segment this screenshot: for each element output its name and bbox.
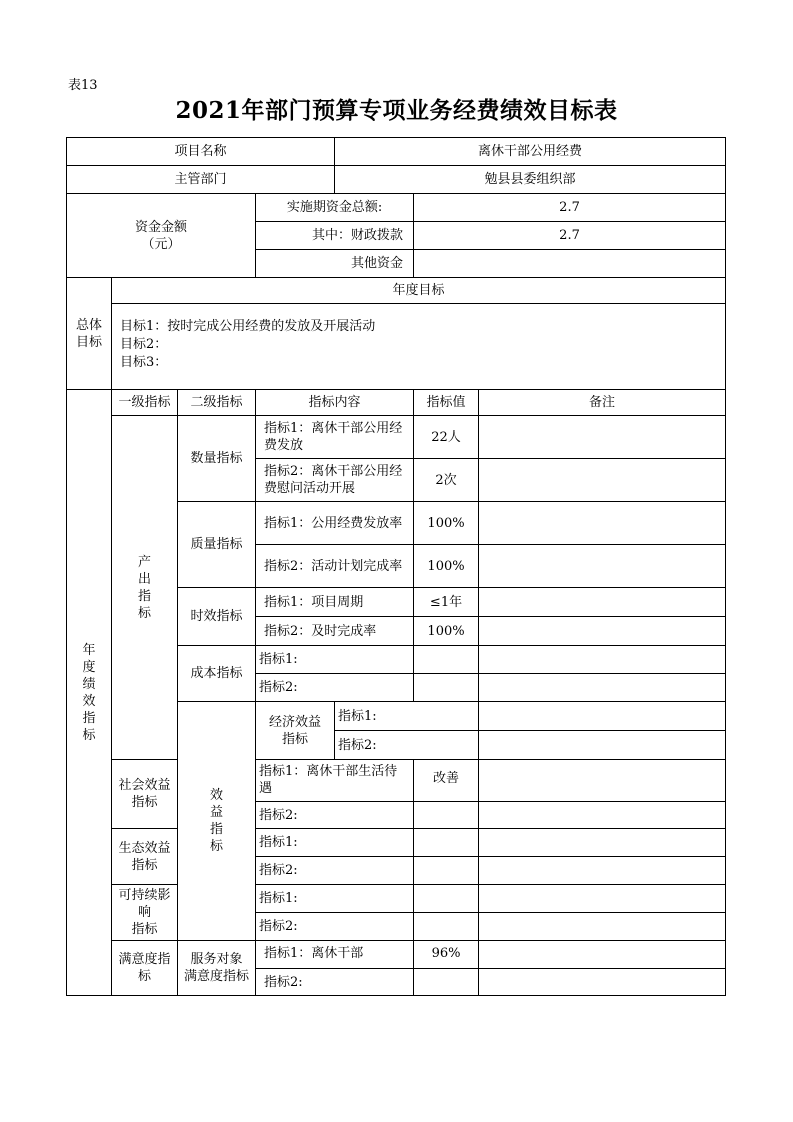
sustainable-value-2 — [414, 913, 479, 941]
quantity-value-1: 22人 — [414, 416, 479, 459]
funds-label — [67, 194, 256, 278]
quantity-note-1 — [479, 416, 726, 459]
header-level1: 一级指标 — [112, 390, 178, 416]
quality-note-1 — [479, 502, 726, 545]
funds-other-label: 其他资金 — [256, 250, 414, 278]
overall-goal-label — [67, 278, 112, 390]
cost-note-1 — [479, 646, 726, 674]
ecological-value-2 — [414, 857, 479, 885]
satisfaction-item-2: 指标2: — [256, 969, 414, 996]
quality-indicator-label: 质量指标 — [178, 502, 256, 588]
annual-performance-label: 年 度 绩 效 指 标 — [67, 390, 112, 996]
table-row — [67, 885, 726, 913]
economic-item-2: 指标2: — [335, 731, 479, 760]
satisfaction-item-1: 指标1：离休干部 — [256, 941, 414, 969]
header-note: 备注 — [479, 390, 726, 416]
overall-goal-label-2: 目标 — [75, 334, 102, 350]
quantity-item-2: 指标2：离休干部公用经费慰问活动开展 — [256, 459, 414, 502]
goal-2: 目标2： — [120, 337, 168, 352]
ecological-item-2: 指标2: — [256, 857, 414, 885]
funds-unit: （元） — [141, 236, 181, 252]
service-satisfaction-label: 服务对象 满意度指标 — [178, 941, 256, 996]
header-value: 指标值 — [414, 390, 479, 416]
overall-goals-row — [67, 304, 726, 390]
table-row — [67, 941, 726, 969]
department-label: 主管部门 — [67, 166, 335, 194]
cost-item-2: 指标2: — [256, 674, 414, 702]
satisfaction-indicator-label: 满意度指 标 — [112, 941, 178, 996]
quantity-value-2: 2次 — [414, 459, 479, 502]
benefit-indicator-label: 效 益 指 标 — [178, 702, 256, 941]
satisfaction-note-2 — [479, 969, 726, 996]
funds-total-row — [67, 194, 726, 222]
satisfaction-note-1 — [479, 941, 726, 969]
satisfaction-value-2 — [414, 969, 479, 996]
annual-goal-header-row — [67, 278, 726, 304]
cost-value-1 — [414, 646, 479, 674]
sustainable-item-2: 指标2: — [256, 913, 414, 941]
quantity-indicator-label: 数量指标 — [178, 416, 256, 502]
cost-indicator-label: 成本指标 — [178, 646, 256, 702]
goal-1: 目标1：按时完成公用经费的发放及开展活动 — [120, 319, 376, 334]
social-item-1: 指标1：离休干部生活待遇 — [256, 760, 414, 802]
ecological-note-1 — [479, 829, 726, 857]
funds-total-label: 实施期资金总额: — [256, 194, 414, 222]
social-value-1: 改善 — [414, 760, 479, 802]
timeliness-item-2: 指标2：及时完成率 — [256, 617, 414, 646]
quantity-item-1: 指标1：离休干部公用经费发放 — [256, 416, 414, 459]
economic-indicator-label: 经济效益 指标 — [256, 702, 335, 760]
page-title: 2021年部门预算专项业务经费绩效目标表 — [175, 97, 618, 124]
sustainable-note-2 — [479, 913, 726, 941]
timeliness-indicator-label: 时效指标 — [178, 588, 256, 646]
output-indicator-label: 产 出 指 标 — [112, 416, 178, 760]
header-content: 指标内容 — [256, 390, 414, 416]
indicator-header-row — [67, 390, 726, 416]
funds-label-text: 资金金额 — [134, 219, 187, 235]
cost-value-2 — [414, 674, 479, 702]
header-level2: 二级指标 — [178, 390, 256, 416]
economic-item-1: 指标1: — [335, 702, 479, 731]
project-name-value: 离休干部公用经费 — [335, 138, 726, 166]
cost-note-2 — [479, 674, 726, 702]
quality-value-2: 100% — [414, 545, 479, 588]
social-note-2 — [479, 802, 726, 829]
project-name-row — [67, 138, 726, 166]
cost-item-1: 指标1: — [256, 646, 414, 674]
ecological-item-1: 指标1: — [256, 829, 414, 857]
sustainable-item-1: 指标1: — [256, 885, 414, 913]
timeliness-item-1: 指标1：项目周期 — [256, 588, 414, 617]
ecological-value-1 — [414, 829, 479, 857]
social-item-2: 指标2: — [256, 802, 414, 829]
table-row — [67, 829, 726, 857]
social-note-1 — [479, 760, 726, 802]
annual-goal-label: 年度目标 — [112, 278, 726, 304]
goal-3: 目标3： — [120, 355, 168, 370]
department-value: 勉县县委组织部 — [335, 166, 726, 194]
quality-item-2: 指标2：活动计划完成率 — [256, 545, 414, 588]
economic-value-2 — [479, 731, 726, 760]
timeliness-note-1 — [479, 588, 726, 617]
satisfaction-value-1: 96% — [414, 941, 479, 969]
ecological-indicator-label: 生态效益 指标 — [112, 829, 178, 885]
sustainable-note-1 — [479, 885, 726, 913]
economic-value-1 — [479, 702, 726, 731]
performance-target-table — [66, 137, 726, 996]
quality-note-2 — [479, 545, 726, 588]
ecological-note-2 — [479, 857, 726, 885]
timeliness-note-2 — [479, 617, 726, 646]
quantity-note-2 — [479, 459, 726, 502]
funds-total-value: 2.7 — [414, 194, 726, 222]
project-name-label: 项目名称 — [67, 138, 335, 166]
document-number: 表13 — [68, 78, 98, 93]
funds-fiscal-label: 其中：财政拨款 — [256, 222, 414, 250]
social-indicator-label: 社会效益 指标 — [112, 760, 178, 829]
timeliness-value-1: ≤1年 — [414, 588, 479, 617]
department-row — [67, 166, 726, 194]
quality-value-1: 100% — [414, 502, 479, 545]
funds-fiscal-value: 2.7 — [414, 222, 726, 250]
sustainable-indicator-label: 可持续影响 指标 — [112, 885, 178, 941]
table-row — [67, 416, 726, 459]
overall-goal-label-1: 总体 — [75, 317, 102, 333]
timeliness-value-2: 100% — [414, 617, 479, 646]
sustainable-value-1 — [414, 885, 479, 913]
funds-other-value — [414, 250, 726, 278]
table-row — [67, 760, 726, 802]
overall-goals-content — [112, 304, 726, 390]
social-value-2 — [414, 802, 479, 829]
quality-item-1: 指标1：公用经费发放率 — [256, 502, 414, 545]
